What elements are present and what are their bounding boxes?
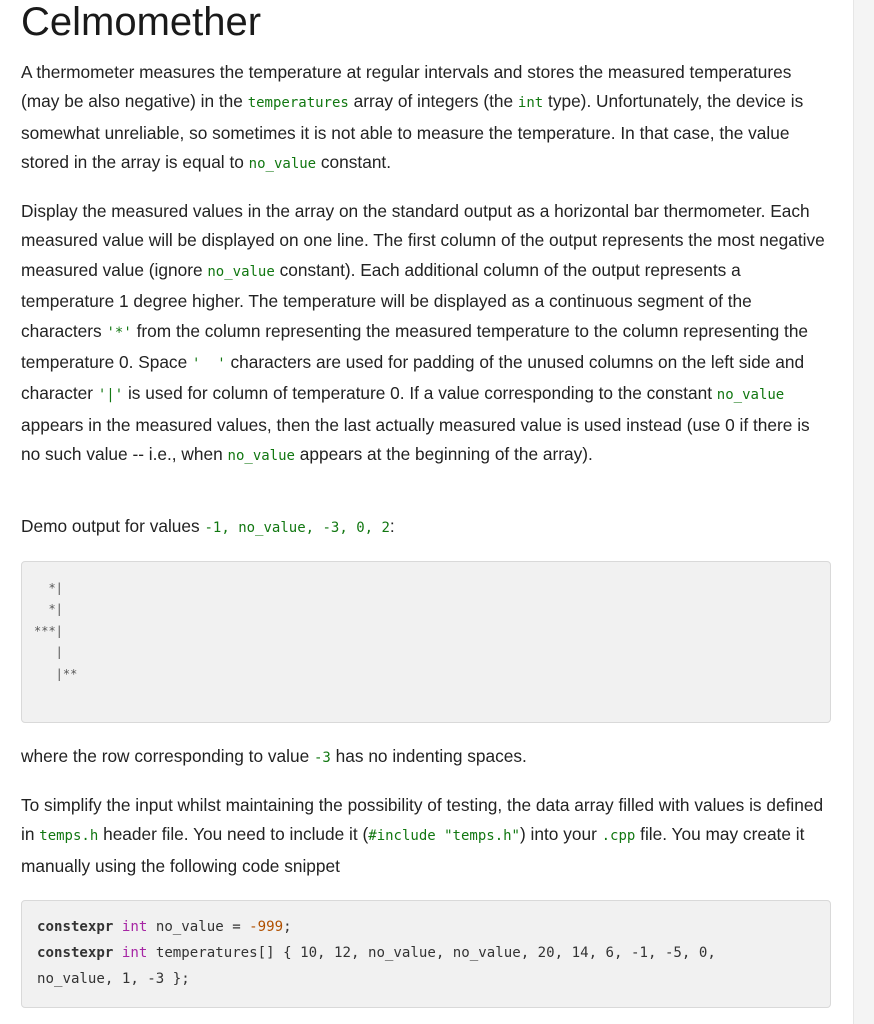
number-literal: -999 [249, 919, 284, 935]
code-text: no_value = [147, 919, 250, 935]
inline-code: -3 [314, 750, 331, 766]
type-keyword: int [121, 945, 148, 961]
text: header file. You need to include it ( [98, 824, 369, 845]
paragraph-intro [21, 58, 833, 180]
inline-code: int [517, 95, 544, 112]
paragraph-note [21, 742, 527, 773]
text: constant). Each additional column of the output represents a temperature 1 degree higher. The temperature will be displayed as a continuous segment of the characters [21, 259, 752, 341]
code-values: 10, 12, no_value, no_value, 20, 14, 6, -1, -5, 0, [300, 945, 716, 961]
text: from the column representing the measured temperature to the column representing the temperature 0. Space [21, 320, 809, 373]
type-keyword: int [121, 919, 148, 935]
code-text: no_value, 1, -3 }; [37, 971, 190, 987]
scrollbar-track[interactable] [853, 0, 874, 1024]
text: Display the measured values in the array on the standard output as a horizontal bar thermometer. Each measured value will be displayed on one line. The first column of the output represents the most negative measured value (ignore [21, 201, 825, 280]
paragraph-input [21, 791, 833, 881]
inline-code: no_value [716, 387, 785, 404]
text: file. You may create it manually using the following code snippet [21, 824, 805, 876]
code-snippet-block [21, 900, 831, 1008]
code-text: ; [283, 919, 292, 935]
text: type). Unfortunately, the device is somewhat unreliable, so sometimes it is not able to measure the temperature. In that case, the value stored in the array is equal to [21, 91, 804, 173]
text: has no indenting spaces. [330, 746, 527, 766]
text: constant. [316, 152, 392, 173]
demo-output: *| *| ***| | |** [34, 581, 78, 681]
inline-code: no_value [248, 156, 317, 173]
keyword: constexpr [37, 919, 114, 935]
paragraph-task [21, 197, 833, 472]
text: To simplify the input whilst maintaining the possibility of testing, the data array filled with values is defined in [21, 795, 824, 845]
page-title: Celmomether [21, 0, 262, 44]
text: where the row corresponding to value [21, 746, 314, 766]
text: ) into your [519, 824, 602, 845]
text: array of integers (the [348, 91, 518, 112]
text: : [389, 516, 395, 536]
inline-code: '*' [106, 324, 132, 341]
code-snippet [37, 914, 716, 992]
paragraph-demo [21, 512, 395, 543]
text: A thermometer measures the temperature at regular intervals and stores the measured temperatures (may be also negative) in the [21, 62, 792, 112]
article [21, 0, 833, 987]
inline-code: no_value [227, 448, 295, 465]
inline-code: '|' [97, 387, 124, 404]
text: appears in the measured values, then the last actually measured value is used instead (use 0 if there is no such value -- i.e., when [21, 414, 810, 465]
inline-code: #include "temps.h" [368, 828, 520, 845]
inline-code: no_value [207, 263, 275, 280]
inline-code: -1, no_value, -3, 0, 2 [204, 520, 390, 536]
inline-code: temperatures [247, 95, 349, 112]
keyword: constexpr [37, 945, 114, 961]
demo-output-block [21, 561, 831, 723]
text: characters are used for padding of the unused columns on the left side and character [21, 352, 805, 404]
text: Demo output for values [21, 516, 205, 536]
inline-code: temps.h [39, 828, 99, 845]
text: appears at the beginning of the array). [294, 444, 593, 465]
inline-code: .cpp [601, 828, 636, 845]
text: is used for column of temperature 0. If a value corresponding to the constant [123, 383, 717, 404]
code-text: temperatures[] { [147, 945, 301, 961]
inline-code: ' ' [192, 356, 226, 373]
